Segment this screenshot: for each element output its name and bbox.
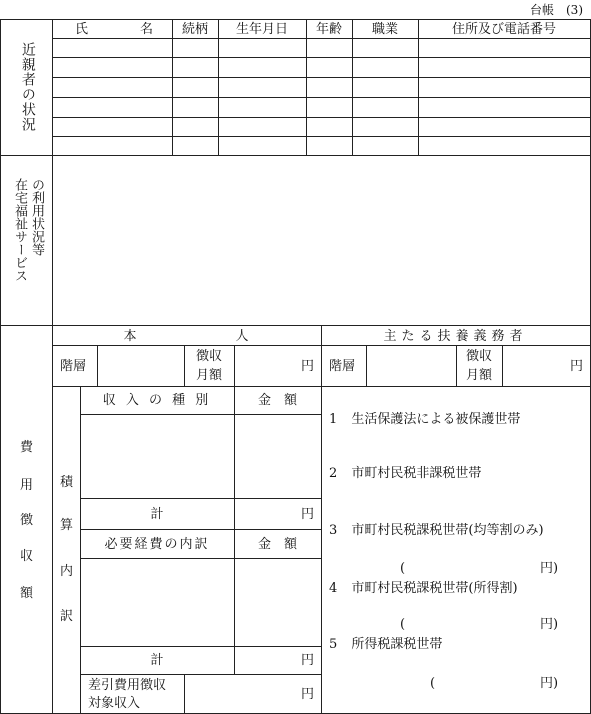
household-option-2-text: 市町村民税非課税世帯 [351, 466, 482, 481]
household-option-4[interactable] [329, 582, 518, 595]
fee-label-char-1: 費 [20, 440, 34, 455]
household-option-2[interactable] [329, 467, 481, 480]
header-birthdate: 生年月日 [235, 22, 288, 37]
principal-fee-label-2: 月額 [196, 368, 223, 383]
supporter-fee-label-1: 徴収 [466, 349, 493, 364]
option-3-amount-input[interactable] [410, 558, 538, 578]
welfare-label-col1: の利用状況等 [28, 178, 44, 256]
header-name: 氏 名 [74, 22, 153, 37]
fee-label-char-4: 収 [20, 549, 34, 564]
welfare-usage-area[interactable] [53, 156, 590, 325]
expense-total-yen: 円 [301, 653, 315, 668]
header-relationship: 続柄 [181, 22, 208, 37]
household-option-4-num: 4 [329, 581, 338, 596]
option-5-paren-open: ( [430, 676, 436, 691]
principal-header: 本 人 [123, 329, 250, 344]
household-option-5[interactable] [329, 638, 442, 651]
relatives-table-body[interactable] [53, 39, 590, 155]
income-amount-input[interactable] [235, 415, 321, 498]
household-option-3-num: 3 [329, 523, 338, 538]
expense-amount-header: 金 額 [257, 537, 297, 552]
option-5-amount-input[interactable] [440, 673, 538, 693]
household-option-1-num: 1 [329, 412, 338, 427]
expense-amount-input[interactable] [235, 559, 321, 646]
income-type-input[interactable] [81, 415, 234, 498]
fee-label-char-2: 用 [20, 478, 34, 493]
relatives-section-label-text: 近親者の状況 [19, 42, 36, 132]
principal-tier-input[interactable] [98, 346, 184, 386]
household-option-4-text: 市町村民税課税世帯(所得割) [351, 581, 518, 596]
supporter-fee-yen: 円 [570, 359, 584, 374]
supporter-header: 主たる扶養義務者 [383, 329, 528, 344]
net-income-yen: 円 [301, 687, 315, 702]
household-option-1[interactable] [329, 413, 520, 426]
fee-label-char-3: 徴 [20, 513, 34, 528]
net-income-label-2: 対象収入 [88, 696, 141, 711]
calc-label-char-2: 算 [60, 518, 74, 533]
welfare-label-col2: 在宅福祉サービス [11, 178, 27, 282]
supporter-fee-label-2: 月額 [466, 368, 493, 383]
household-option-5-num: 5 [329, 637, 338, 652]
expense-type-input[interactable] [81, 559, 234, 646]
relatives-section-label [16, 42, 38, 132]
income-type-header: 収 入 の 種 別 [102, 393, 212, 408]
household-option-3-text: 市町村民税課税世帯(均等割のみ) [351, 523, 544, 538]
page-label: 台帳 (3) [530, 3, 583, 17]
option-3-paren-close: 円) [540, 561, 559, 576]
option-3-paren-open: ( [400, 561, 406, 576]
household-option-1-text: 生活保護法による被保護世帯 [351, 412, 521, 427]
principal-fee-yen: 円 [301, 359, 315, 374]
header-occupation: 職業 [371, 22, 398, 37]
supporter-tier-label: 階層 [329, 359, 356, 374]
option-4-paren-close: 円) [540, 617, 559, 632]
income-subtotal-yen: 円 [301, 507, 315, 522]
calc-label-char-1: 積 [60, 475, 74, 490]
calc-label-char-3: 内 [60, 564, 74, 579]
option-4-amount-input[interactable] [410, 614, 538, 634]
supporter-tier-input[interactable] [367, 346, 456, 386]
principal-tier-label: 階層 [60, 359, 87, 374]
household-option-3[interactable] [329, 524, 544, 537]
income-amount-header: 金 額 [257, 393, 297, 408]
expense-total-label: 計 [150, 653, 164, 668]
header-address-phone: 住所及び電話番号 [451, 22, 556, 37]
calc-label-char-4: 訳 [60, 609, 74, 624]
household-option-2-num: 2 [329, 466, 338, 481]
option-4-paren-open: ( [400, 617, 406, 632]
income-subtotal-label: 計 [150, 507, 164, 522]
net-income-label-1: 差引費用徴収 [88, 678, 167, 693]
principal-fee-label-1: 徴収 [196, 349, 223, 364]
expense-header: 必要経費の内訳 [104, 537, 210, 552]
fee-label-char-5: 額 [20, 586, 34, 601]
header-age: 年齢 [315, 22, 342, 37]
option-5-paren-close: 円) [540, 676, 559, 691]
household-option-5-text: 所得税課税世帯 [351, 637, 443, 652]
